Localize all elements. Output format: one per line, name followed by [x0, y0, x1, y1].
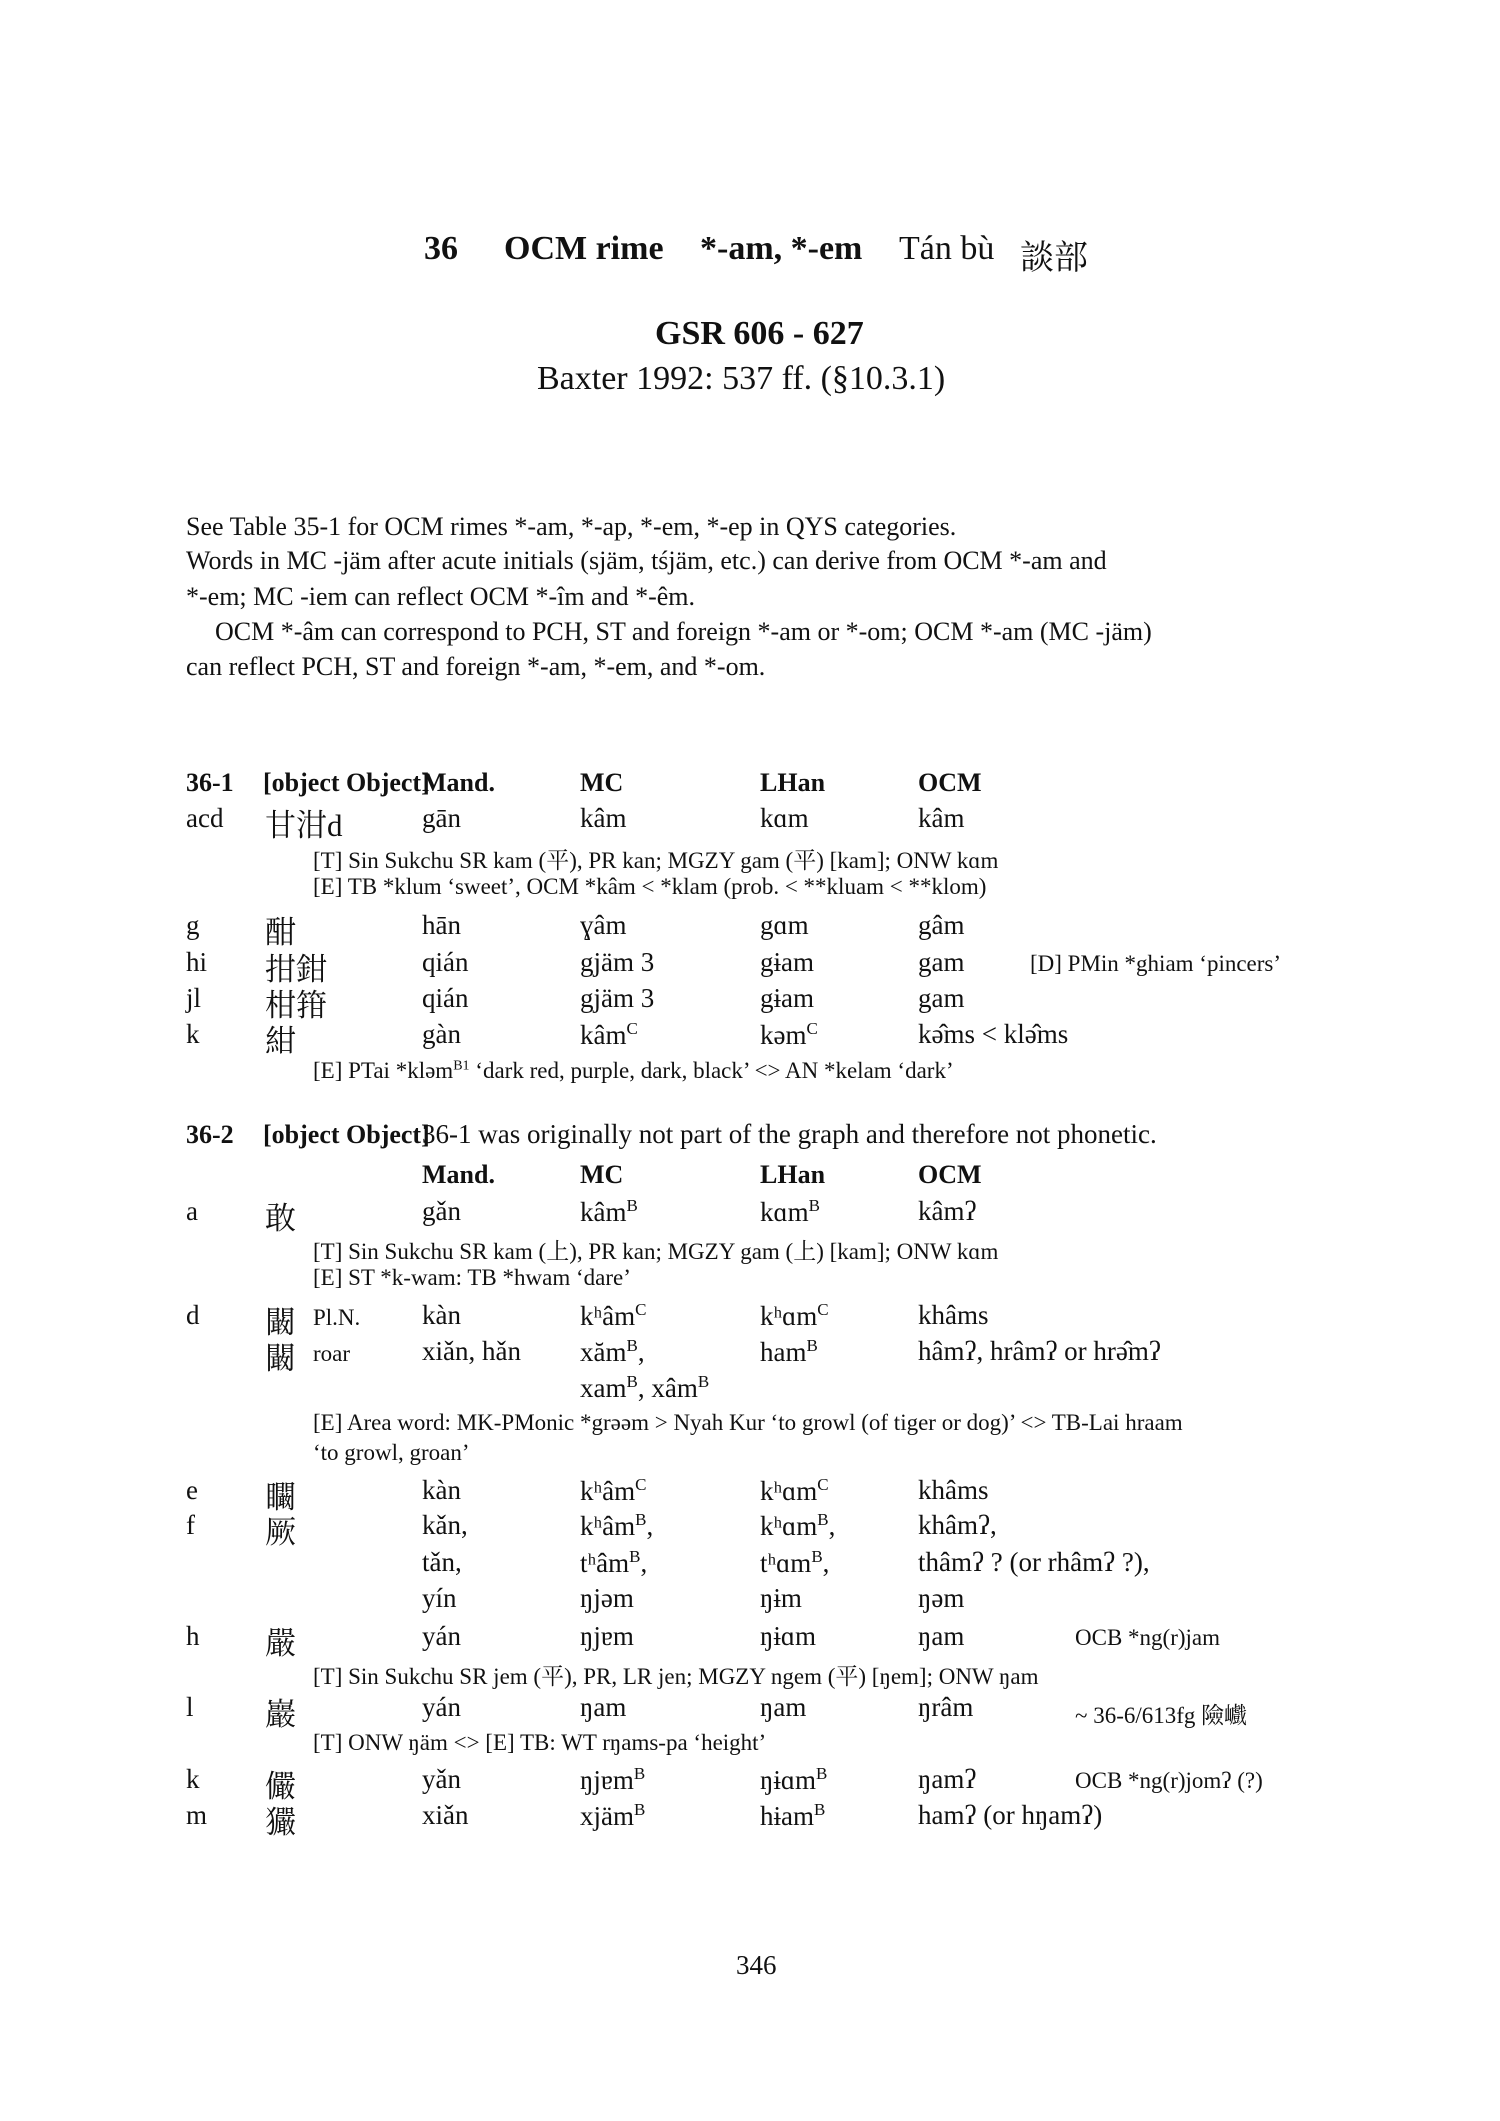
entry-mc: gjäm 3: [580, 983, 655, 1013]
section-id: 36-1: [186, 768, 234, 797]
entry-mc: kʰâm$^B$,: [580, 1510, 654, 1541]
entry-key: k: [186, 1764, 200, 1794]
section-id: 36-2: [186, 1120, 234, 1149]
entry-graph: 厥: [265, 1515, 296, 1550]
entry-graph: 拑鉗: [265, 952, 327, 987]
entry-mand: yǎn: [422, 1764, 461, 1794]
column-mand: Mand.: [422, 768, 495, 797]
entry-key: acd: [186, 803, 224, 833]
entry-lhan: kɑm: [760, 803, 809, 833]
column-lhan: LHan: [760, 1160, 826, 1189]
entry-key: k: [186, 1019, 200, 1049]
entry-graph: 酣: [265, 915, 296, 950]
entry-ocm: gam: [918, 983, 965, 1013]
entry-ocm: hâmʔ, hrâmʔ or hrə̂mʔ: [918, 1336, 1161, 1366]
entry-key: f: [186, 1510, 195, 1540]
page-number: 346: [736, 1950, 777, 1980]
entry-mc: kâm: [580, 803, 627, 833]
column-mand: Mand.: [422, 1160, 495, 1189]
entry-mand: yán: [422, 1621, 461, 1651]
chapter-chinese-name: Tán bù: [899, 230, 995, 267]
entry-graph: 玁: [265, 1805, 296, 1840]
entry-graph: 闞: [265, 1305, 296, 1340]
entry-ocm: ŋam: [918, 1621, 965, 1651]
chapter-han: 談部: [1020, 240, 1088, 277]
entry-note: [E] ST *k-wam: TB *hwam ‘dare’: [313, 1265, 631, 1290]
column-mc: MC: [580, 768, 624, 797]
entry-graph: 甘泔d: [265, 808, 343, 843]
entry-mand: yín: [422, 1583, 457, 1613]
entry-mc: kʰâm$^C$: [580, 1475, 647, 1506]
entry-mc: kâm$^C$: [580, 1019, 638, 1050]
entry-graph: 紺: [265, 1024, 296, 1059]
entry-lhan: kəm$^C$: [760, 1019, 818, 1050]
entry-note: OCB *ng(r)jam: [1075, 1625, 1221, 1650]
entry-graph: 闞: [265, 1341, 296, 1376]
entry-lhan: ŋɨm: [760, 1583, 802, 1613]
entry-ocm: kə̂ms < klə̂ms: [918, 1019, 1069, 1049]
entry-mc: tʰâm$^B$,: [580, 1547, 648, 1578]
entry-mand: hān: [422, 910, 461, 940]
entry-key: d: [186, 1300, 200, 1330]
entry-mc: ŋjɐm: [580, 1621, 634, 1651]
entry-ocm: khâms: [918, 1300, 989, 1330]
entry-ocm: ŋrâm: [918, 1692, 974, 1722]
entry-key: e: [186, 1475, 198, 1505]
column-ocm: OCM: [918, 1160, 982, 1189]
entry-mand: kàn: [422, 1300, 461, 1330]
entry-ocm: ŋəm: [918, 1583, 965, 1613]
entry-gloss: Pl.N.: [313, 1305, 361, 1330]
section-karlgren: [object Object]: [263, 1120, 430, 1149]
column-mc: MC: [580, 1160, 624, 1189]
intro-line: Words in MC -jäm after acute initials (sjäm, tśjäm, etc.) can derive from OCM *-am and: [186, 546, 1107, 575]
entry-lhan: kʰɑm$^B$,: [760, 1510, 836, 1541]
chapter-label: OCM rime: [504, 230, 664, 267]
intro-line: *-em; MC -iem can reflect OCM *-îm and *-êm.: [186, 582, 696, 611]
entry-note: [E] Area word: MK-PMonic *grəəm > Nyah Kur ‘to growl (of tiger or dog)’ <> TB-Lai hraam: [313, 1410, 1183, 1435]
section-karlgren: [object Object]: [263, 768, 430, 797]
entry-graph: 巖: [265, 1697, 296, 1732]
entry-note: ‘to growl, groan’: [313, 1440, 470, 1465]
entry-lhan: gɑm: [760, 910, 809, 940]
entry-lhan: kʰɑm$^C$: [760, 1300, 829, 1331]
entry-lhan: ŋɨɑm: [760, 1621, 816, 1651]
entry-ocm: kâmʔ: [918, 1196, 977, 1226]
chapter-number: 36: [424, 230, 458, 267]
entry-mc: kâm$^B$: [580, 1196, 638, 1227]
entry-note: [T] Sin Sukchu SR jem (平), PR, LR jen; MGZY ngem (平) [ŋem]; ONW ŋam: [313, 1664, 1039, 1689]
entry-key: hi: [186, 947, 208, 977]
entry-mc: gjäm 3: [580, 947, 655, 977]
entry-lhan: gɨam: [760, 983, 814, 1013]
entry-mand: qián: [422, 983, 469, 1013]
intro-line: See Table 35-1 for OCM rimes *-am, *-ap, *-em, *-ep in QYS categories.: [186, 512, 957, 541]
gsr-range: GSR 606 - 627: [655, 315, 864, 352]
entry-graph: 嚴: [265, 1626, 296, 1661]
entry-ocm: ŋamʔ: [918, 1764, 977, 1794]
entry-note: [D] PMin *ghiam ‘pincers’: [1030, 951, 1282, 976]
entry-lhan: hɨam$^B$: [760, 1800, 826, 1831]
entry-note: [T] Sin Sukchu SR kam (上), PR kan; MGZY gam (上) [kam]; ONW kɑm: [313, 1239, 999, 1264]
entry-lhan: tʰɑm$^B$,: [760, 1547, 830, 1578]
entry-lhan: ŋɨɑm$^B$: [760, 1764, 828, 1795]
intro-line: can reflect PCH, ST and foreign *-am, *-em, and *-om.: [186, 652, 766, 681]
entry-ocm: thâmʔ ? (or rhâmʔ ?),: [918, 1547, 1150, 1577]
entry-mand: xiǎn: [422, 1800, 469, 1830]
entry-mand: gàn: [422, 1019, 461, 1049]
entry-ocm: kâm: [918, 803, 965, 833]
entry-note: OCB *ng(r)jomʔ (?): [1075, 1768, 1263, 1793]
entry-key: h: [186, 1621, 200, 1651]
entry-ocm: khâms: [918, 1475, 989, 1505]
chapter-rimes: *-am, *-em: [700, 230, 863, 267]
entry-gloss: roar: [313, 1341, 351, 1366]
entry-lhan: gɨam: [760, 947, 814, 977]
column-ocm: OCM: [918, 768, 982, 797]
entry-mc: kʰâm$^C$: [580, 1300, 647, 1331]
entry-mand: yán: [422, 1692, 461, 1722]
entry-lhan: ŋam: [760, 1692, 807, 1722]
entry-graph: 矙: [265, 1480, 296, 1515]
entry-graph: 柑箝: [265, 988, 327, 1023]
entry-note: [T] Sin Sukchu SR kam (平), PR kan; MGZY gam (平) [kam]; ONW kɑm: [313, 848, 999, 873]
entry-mand: xiǎn, hǎn: [422, 1336, 521, 1366]
entry-key: m: [186, 1800, 208, 1830]
entry-lhan: kʰɑm$^C$: [760, 1475, 829, 1506]
entry-key: g: [186, 910, 200, 940]
entry-mc: xjäm$^B$: [580, 1800, 646, 1831]
entry-graph: 儼: [265, 1769, 296, 1804]
entry-mc: ɣâm: [580, 910, 627, 940]
entry-mand: kǎn,: [422, 1510, 468, 1540]
entry-note: [E] PTai *kləm$^{B1}$ ‘dark red, purple, dark, black’ <> AN *kelam ‘dark’: [313, 1058, 954, 1083]
entry-key: jl: [186, 983, 202, 1013]
baxter-reference: Baxter 1992: 537 ff. (§10.3.1): [537, 360, 946, 397]
intro-line: OCM *-âm can correspond to PCH, ST and foreign *-am or *-om; OCM *-am (MC -jäm): [215, 617, 1152, 646]
entry-mand: kàn: [422, 1475, 461, 1505]
entry-ocm: hamʔ (or hŋamʔ): [918, 1800, 1103, 1830]
entry-graph: 敢: [265, 1201, 296, 1236]
entry-note: [T] ONW ŋäm <> [E] TB: WT rŋams-pa ‘height’: [313, 1730, 767, 1755]
entry-mc: ŋjɐm$^B$: [580, 1764, 646, 1795]
entry-mc: xam$^B$, xâm$^B$: [580, 1372, 710, 1403]
entry-note: ~ 36-6/613fg 險巇: [1075, 1703, 1248, 1728]
entry-lhan: ham$^B$: [760, 1336, 818, 1367]
entry-ocm: khâmʔ,: [918, 1510, 997, 1540]
entry-key: a: [186, 1196, 198, 1226]
entry-mand: gān: [422, 803, 461, 833]
section-note: 36-1 was originally not part of the graph and therefore not phonetic.: [422, 1119, 1157, 1149]
entry-ocm: gam: [918, 947, 965, 977]
entry-lhan: kɑm$^B$: [760, 1196, 820, 1227]
entry-note: [E] TB *klum ‘sweet’, OCM *kâm < *klam (prob. < **kluam < **klom): [313, 874, 987, 899]
column-lhan: LHan: [760, 768, 826, 797]
entry-mc: ŋjəm: [580, 1583, 634, 1613]
entry-mc: xăm$^B$,: [580, 1336, 645, 1367]
entry-mand: tǎn,: [422, 1547, 462, 1577]
entry-ocm: gâm: [918, 910, 965, 940]
entry-mand: gǎn: [422, 1196, 461, 1226]
entry-mand: qián: [422, 947, 469, 977]
entry-mc: ŋam: [580, 1692, 627, 1722]
entry-key: l: [186, 1692, 194, 1722]
